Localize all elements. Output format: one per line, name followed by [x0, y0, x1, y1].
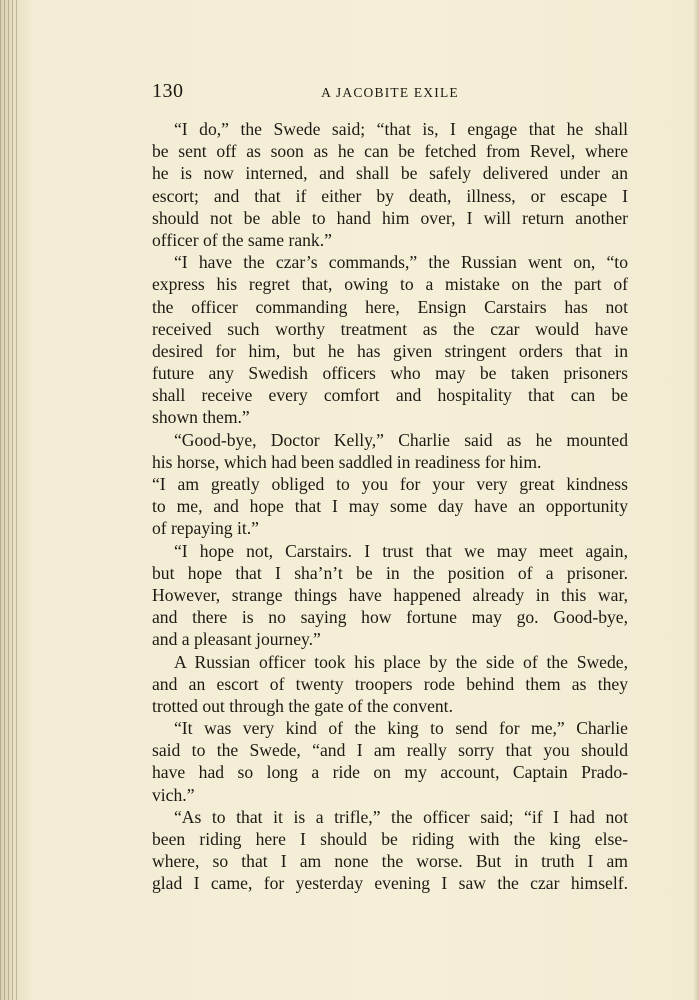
- text-line: he is now interned, and shall be safely delivered under an: [152, 163, 628, 184]
- text-line: “I am greatly obliged to you for your very great kindness: [152, 474, 628, 494]
- text-line: the officer commanding here, Ensign Carstairs has not: [152, 296, 628, 317]
- text-line: escort; and that if either by death, illness, or escape I: [152, 185, 628, 206]
- text-line: should not be able to hand him over, I will return another: [152, 207, 628, 228]
- text-line: “It was very kind of the king to send for me,” Charlie: [174, 718, 628, 739]
- text-line: where, so that I am none the worse. But in truth I am: [152, 851, 628, 872]
- text-line: be sent off as soon as he can be fetched from Revel, where: [152, 141, 628, 162]
- page-binding-edge: [0, 0, 18, 1000]
- body-text: [152, 118, 628, 895]
- text-line: officer of the same rank.”: [152, 229, 332, 250]
- text-line: but hope that I sha’n’t be in the position of a prisoner.: [152, 562, 628, 583]
- text-line: shall receive every comfort and hospitality that can be: [152, 385, 628, 406]
- page-right-edge: [693, 0, 699, 1000]
- text-line: “I have the czar’s commands,” the Russian went on, “to: [174, 252, 628, 273]
- text-line: desired for him, but he has given stringent orders that in: [152, 340, 628, 361]
- page-number: 130: [152, 80, 184, 102]
- text-line: of repaying it.”: [152, 518, 259, 539]
- text-line: said to the Swede, “and I am really sorry that you should: [152, 740, 628, 761]
- text-line: trotted out through the gate of the convent.: [152, 695, 453, 716]
- text-line: future any Swedish officers who may be taken prisoners: [152, 363, 628, 384]
- text-line: shown them.”: [152, 407, 250, 428]
- text-line: glad I came, for yesterday evening I saw the czar himself.: [152, 873, 628, 894]
- text-line: been riding here I should be riding with the king else-: [152, 829, 628, 849]
- text-line: vich.”: [152, 784, 195, 805]
- text-line: received such worthy treatment as the czar would have: [152, 318, 628, 339]
- text-line: express his regret that, owing to a mistake on the part of: [152, 274, 628, 295]
- text-line: “Good-bye, Doctor Kelly,” Charlie said as he mounted: [174, 429, 628, 450]
- text-line: his horse, which had been saddled in readiness for him.: [152, 451, 542, 472]
- text-line: to me, and hope that I may some day have an opportunity: [152, 496, 628, 517]
- text-line: and an escort of twenty troopers rode behind them as they: [152, 673, 628, 694]
- text-line: have had so long a ride on my account, Captain Prado-: [152, 762, 628, 783]
- text-line: However, strange things have happened already in this war,: [152, 584, 628, 605]
- running-head: A JACOBITE EXILE: [321, 85, 459, 100]
- text-line: and there is no saying how fortune may go. Good-bye,: [152, 607, 628, 628]
- text-line: A Russian officer took his place by the side of the Swede,: [174, 651, 628, 672]
- text-line: and a pleasant journey.”: [152, 629, 321, 650]
- text-line: “As to that it is a trifle,” the officer said; “if I had not: [174, 806, 628, 827]
- text-line: “I hope not, Carstairs. I trust that we may meet again,: [174, 540, 628, 561]
- page-header: [152, 80, 628, 104]
- text-line: “I do,” the Swede said; “that is, I engage that he shall: [174, 119, 628, 139]
